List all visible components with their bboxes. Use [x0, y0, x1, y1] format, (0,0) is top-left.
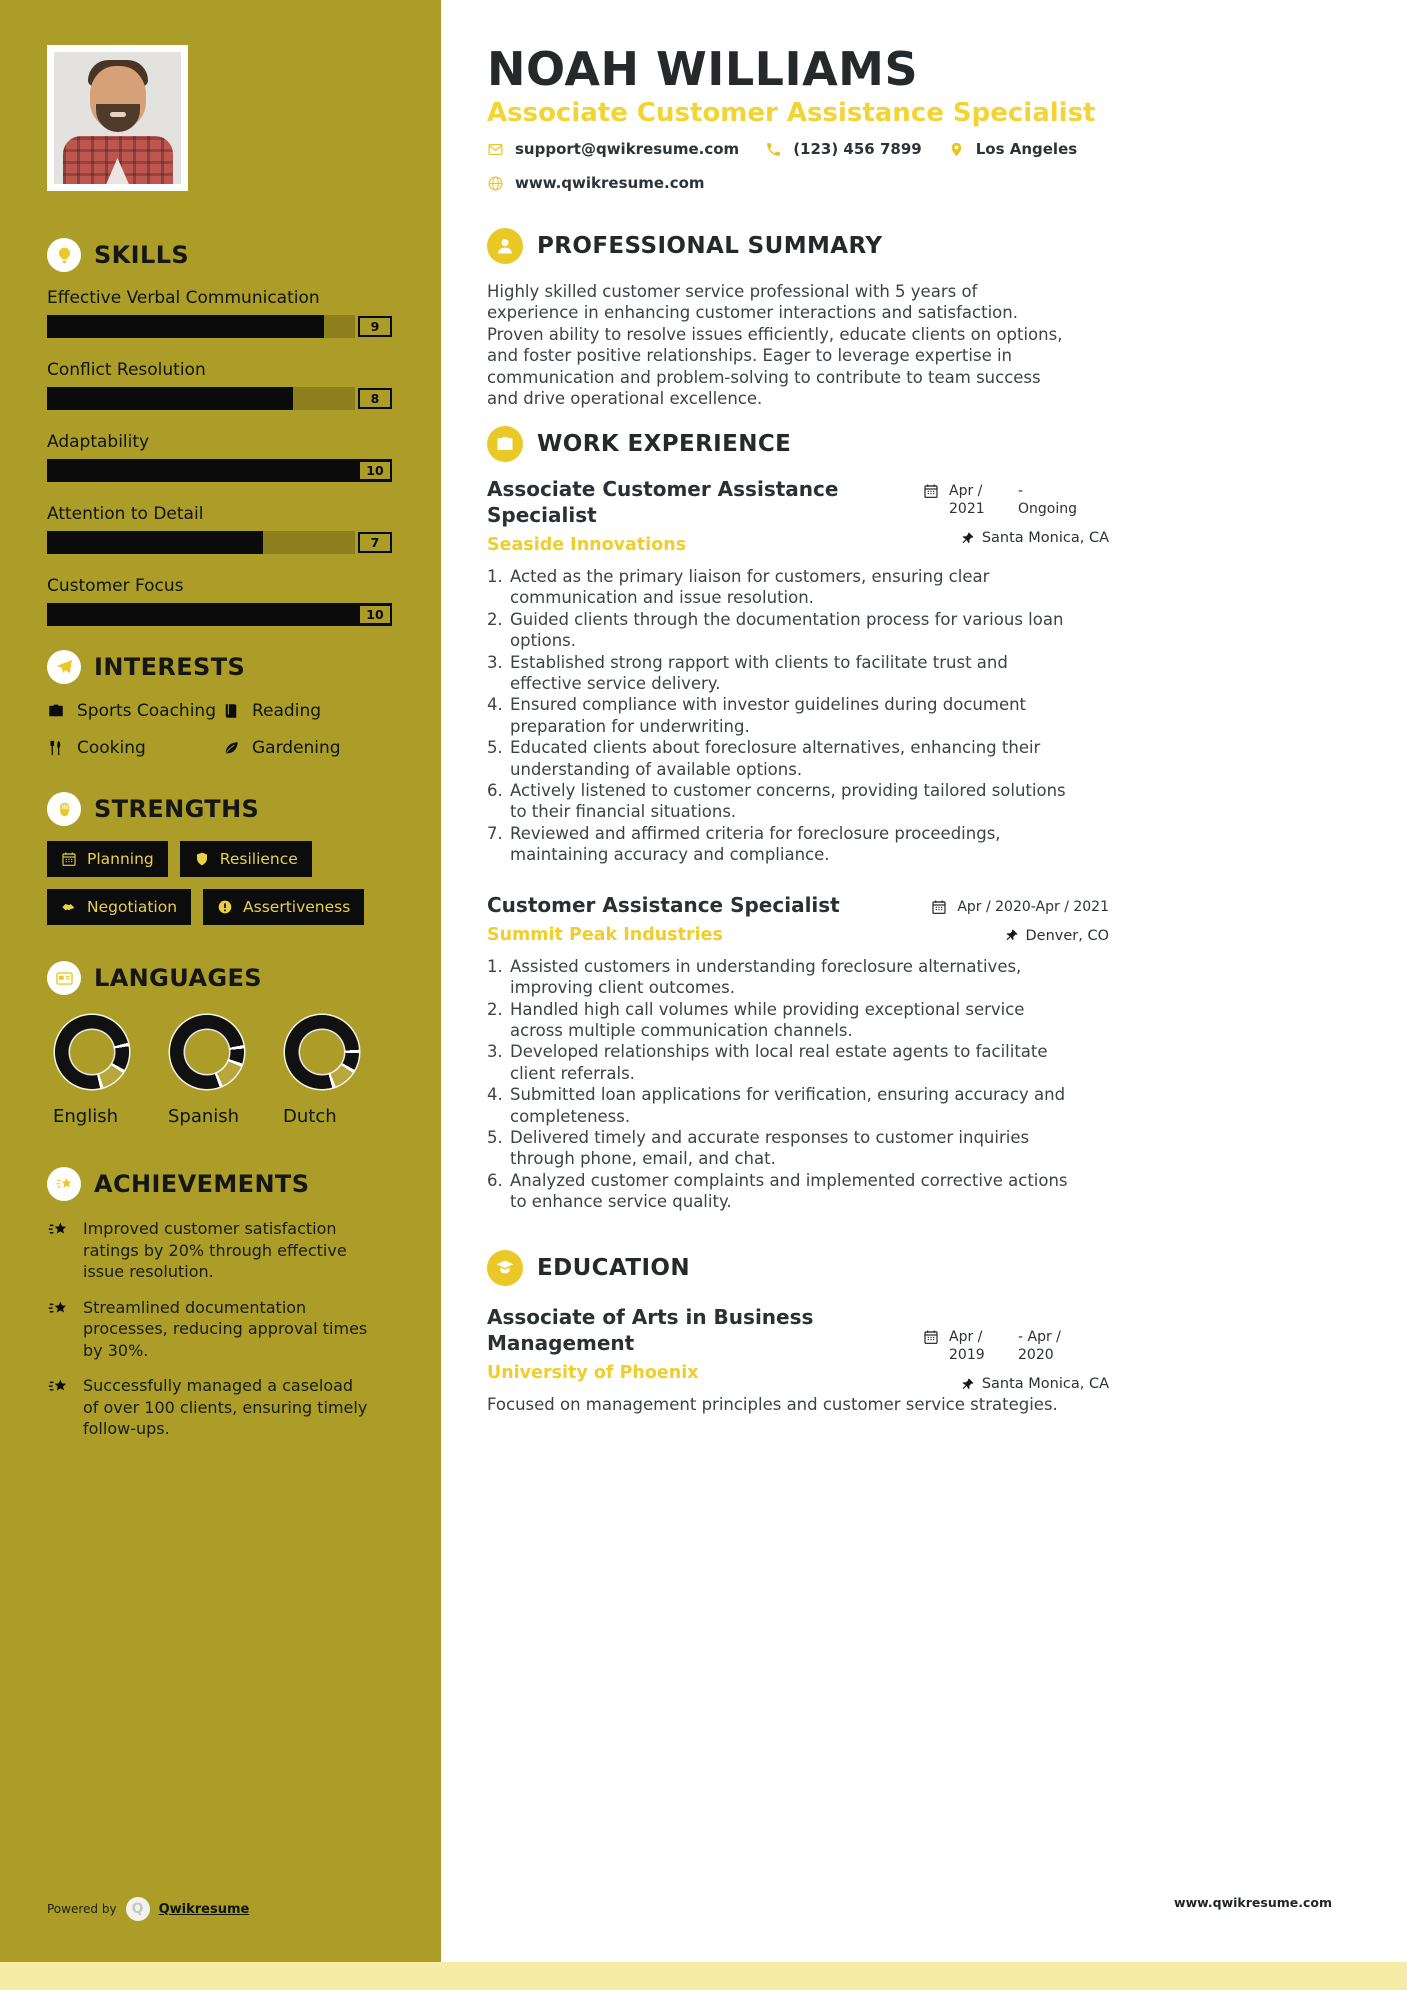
- skill-bar: [47, 315, 392, 338]
- job-title: Associate Customer Assistance Specialist: [487, 477, 839, 527]
- skill-bar-fill: [47, 603, 392, 626]
- shooting-star-icon: [47, 1376, 69, 1398]
- job-dates: [923, 898, 1109, 916]
- skill-bar-fill: [47, 459, 392, 482]
- interest-label: Sports Coaching: [77, 701, 216, 721]
- candidate-title: Associate Customer Assistance Specialist: [487, 98, 1096, 128]
- job-bullet: Delivered timely and accurate responses to customer inquiries through phone, email, and chat.: [510, 1127, 1030, 1169]
- education-section: [487, 1250, 1117, 1415]
- profile-photo-image: [54, 52, 181, 184]
- skills-section: [47, 238, 392, 626]
- job-bullet: Actively listened to customer concerns, providing tailored solutions to their financial situations.: [510, 781, 1066, 822]
- job-bullet: Acted as the primary liaison for customers, ensuring clear communication and issue resolution.: [510, 567, 990, 608]
- job-bullet: Established strong rapport with clients to facilitate trust and effective service delivery.: [510, 652, 1008, 694]
- achievements-section: [47, 1167, 392, 1440]
- job-entry: [487, 892, 1109, 1213]
- interests-list: [47, 700, 392, 760]
- job-date-part: Apr / 2021: [949, 483, 985, 517]
- strength-chip: [47, 889, 191, 925]
- graduate-icon: [487, 1250, 523, 1286]
- qwikresume-link[interactable]: Qwikresume: [158, 1901, 250, 1917]
- book-icon: [222, 702, 240, 720]
- achievements-heading: ACHIEVEMENTS: [94, 1170, 310, 1198]
- education-meta: [923, 1328, 1109, 1392]
- interest-item: [47, 700, 222, 723]
- education-location-text: Santa Monica, CA: [981, 1376, 1109, 1392]
- job-location-text: Santa Monica, CA: [981, 530, 1109, 546]
- job-meta: [923, 898, 1109, 944]
- skill-bar-fill: [47, 387, 293, 410]
- summary-text: Highly skilled customer service professional with 5 years of experience in enhancing customer interactions and satisfaction. Proven ability to resolve issues efficiently, educate clients on options, and foster positive relationships. Eager to leverage expertise in communication and problem-solving to contribute to team success and drive operational excellence.: [487, 282, 1063, 409]
- skill-item: [47, 504, 392, 554]
- phone-text: (123) 456 7899: [793, 140, 922, 158]
- skill-label: Attention to Detail: [47, 504, 204, 524]
- calendar-icon: [923, 483, 939, 499]
- paper-plane-icon: [47, 650, 81, 684]
- pushpin-icon: [960, 531, 975, 546]
- star-icon: [47, 1167, 81, 1201]
- education-entry: [487, 1304, 1109, 1415]
- job-bullets: [487, 956, 1079, 1213]
- experience-heading: WORK EXPERIENCE: [537, 431, 792, 457]
- qwikresume-logo-icon: Q: [126, 1897, 150, 1921]
- strengths-heading: STRENGTHS: [94, 795, 260, 823]
- excl-icon: [217, 899, 233, 915]
- achievement-text: Successfully managed a caseload of over 100 clients, ensuring timely follow-ups.: [83, 1376, 368, 1438]
- main-column: [441, 0, 1407, 1962]
- experience-section: [487, 426, 1117, 1239]
- language-item: [47, 1015, 162, 1127]
- achievement-item: [47, 1218, 392, 1283]
- lightbulb-icon: [47, 238, 81, 272]
- person-icon: [487, 228, 523, 264]
- strength-label: Resilience: [219, 850, 298, 868]
- job-location-text: Denver, CO: [1025, 927, 1109, 944]
- languages-list: [47, 1015, 392, 1127]
- jobs-list: [487, 476, 1117, 1213]
- email-contact[interactable]: [487, 140, 739, 158]
- job-bullet: Assisted customers in understanding foreclosure alternatives, improving client outcomes.: [510, 956, 1022, 998]
- interest-label: Cooking: [77, 738, 146, 758]
- skill-item: [47, 360, 392, 410]
- interest-item: [222, 700, 392, 723]
- strength-label: Negotiation: [87, 898, 178, 916]
- education-location: [923, 1376, 1109, 1392]
- language-label: English: [53, 1106, 118, 1127]
- skills-list: [47, 288, 392, 626]
- job-dates: [923, 482, 1109, 518]
- job-location: [923, 530, 1109, 546]
- skill-bar-fill: [47, 531, 263, 554]
- education-dates: [923, 1328, 1109, 1364]
- interest-label: Gardening: [252, 738, 341, 758]
- job-date-part: Apr / 2020-Apr / 2021: [957, 898, 1109, 915]
- email-text: support@qwikresume.com: [515, 140, 740, 158]
- envelope-icon: [487, 141, 504, 158]
- skill-bar: [47, 459, 392, 482]
- skill-value-badge: 7: [358, 532, 392, 553]
- strength-chip: [203, 889, 364, 925]
- job-entry: [487, 476, 1109, 866]
- skill-item: [47, 432, 392, 482]
- strengths-list: [47, 841, 397, 925]
- language-proficiency-donut: [285, 1015, 359, 1089]
- skill-label: Adaptability: [47, 432, 150, 452]
- calendar-icon: [931, 899, 947, 915]
- job-bullet: Handled high call volumes while providing exceptional service across multiple communication channels.: [510, 999, 1025, 1040]
- cal-icon: [61, 851, 77, 867]
- contact-row: [487, 140, 1077, 158]
- location-contact: [948, 140, 1077, 158]
- education-degree: Associate of Arts in Business Management: [487, 1305, 814, 1355]
- powered-by: [47, 1897, 249, 1921]
- globe-icon: [487, 175, 504, 192]
- pushpin-icon: [1004, 928, 1019, 943]
- languages-heading: LANGUAGES: [94, 964, 262, 992]
- achievements-list: [47, 1218, 392, 1440]
- job-company: Summit Peak Industries: [487, 924, 723, 945]
- job-bullet: Reviewed and affirmed criteria for foreclosure proceedings, maintaining accuracy and compliance.: [510, 823, 1001, 865]
- language-item: [277, 1015, 392, 1127]
- footer-website-link[interactable]: www.qwikresume.com: [1174, 1895, 1332, 1910]
- phone-icon: [765, 141, 782, 158]
- education-date-part: Apr / 2019: [949, 1329, 985, 1363]
- summary-heading: PROFESSIONAL SUMMARY: [537, 233, 883, 259]
- job-title: Customer Assistance Specialist: [487, 892, 840, 917]
- skill-item: [47, 576, 392, 626]
- strengths-section: [47, 792, 392, 925]
- case-icon: [47, 702, 65, 720]
- job-bullets: [487, 566, 1079, 866]
- interest-item: [222, 737, 392, 760]
- language-label: Spanish: [168, 1106, 240, 1127]
- achievement-text: Improved customer satisfaction ratings by 20% through effective issue resolution.: [83, 1219, 347, 1281]
- summary-section: [487, 228, 1117, 409]
- skills-heading: SKILLS: [94, 241, 190, 269]
- education-description: Focused on management principles and customer service strategies.: [487, 1395, 1058, 1414]
- bottom-strip: [0, 1962, 1407, 1990]
- skill-item: [47, 288, 392, 338]
- skill-value-badge: 8: [358, 388, 392, 409]
- skill-label: Conflict Resolution: [47, 360, 206, 380]
- strength-label: Assertiveness: [243, 898, 351, 916]
- fist-icon: [47, 792, 81, 826]
- handshake-icon: [61, 899, 77, 915]
- job-meta: [923, 482, 1109, 546]
- skill-value-badge: 9: [358, 316, 392, 337]
- strength-chip: [180, 841, 312, 877]
- website-text: www.qwikresume.com: [515, 174, 705, 192]
- profile-photo: [47, 45, 188, 191]
- education-date-part: - Apr / 2020: [1018, 1329, 1061, 1363]
- skill-label: Customer Focus: [47, 576, 184, 596]
- job-location: [923, 928, 1109, 944]
- interests-heading: INTERESTS: [94, 653, 246, 681]
- achievement-item: [47, 1297, 392, 1362]
- website-row: [487, 174, 705, 192]
- strength-chip: [47, 841, 168, 877]
- education-school: University of Phoenix: [487, 1363, 699, 1383]
- shooting-star-icon: [47, 1219, 69, 1241]
- powered-by-label: Powered by: [47, 1902, 117, 1916]
- pushpin-icon: [960, 1377, 975, 1392]
- achievement-text: Streamlined documentation processes, reducing approval times by 30%.: [83, 1297, 368, 1360]
- strength-label: Planning: [87, 850, 154, 868]
- job-bullet: Ensured compliance with investor guidelines during document preparation for underwriting.: [510, 695, 1027, 736]
- job-bullet: Analyzed customer complaints and implemented corrective actions to enhance service quality.: [510, 1170, 1068, 1212]
- skill-bar-fill: [47, 315, 324, 338]
- languages-section: [47, 961, 392, 1127]
- skill-bar: [47, 603, 392, 626]
- job-bullet: Guided clients through the documentation process for various loan options.: [510, 609, 1064, 651]
- utensils-icon: [47, 739, 65, 757]
- interest-label: Reading: [252, 701, 322, 721]
- skill-label: Effective Verbal Communication: [47, 288, 320, 308]
- language-card-icon: [47, 961, 81, 995]
- skill-bar: [47, 387, 392, 410]
- job-bullet: Educated clients about foreclosure alternatives, enhancing their understanding of available options.: [510, 738, 1041, 779]
- job-bullet: Submitted loan applications for verification, ensuring accuracy and completeness.: [510, 1085, 1066, 1126]
- shooting-star-icon: [47, 1298, 69, 1320]
- interests-section: [47, 650, 392, 760]
- sidebar: [0, 0, 441, 1962]
- skill-value-badge: 10: [358, 460, 392, 481]
- website-contact[interactable]: [487, 174, 705, 192]
- language-label: Dutch: [283, 1106, 337, 1127]
- briefcase-icon: [487, 426, 523, 462]
- shield-icon: [194, 851, 210, 867]
- calendar-icon: [923, 1329, 939, 1345]
- location-pin-icon: [948, 141, 965, 158]
- skill-bar: [47, 531, 392, 554]
- language-proficiency-donut: [170, 1015, 244, 1089]
- achievement-item: [47, 1375, 392, 1440]
- city-text: Los Angeles: [975, 140, 1078, 158]
- language-proficiency-donut: [55, 1015, 129, 1089]
- job-company: Seaside Innovations: [487, 535, 687, 555]
- language-item: [162, 1015, 277, 1127]
- leaf-icon: [222, 739, 240, 757]
- skill-value-badge: 10: [358, 604, 392, 625]
- job-date-part: - Ongoing: [1018, 483, 1077, 517]
- job-bullet: Developed relationships with local real estate agents to facilitate client referrals.: [510, 1042, 1048, 1083]
- phone-contact[interactable]: [765, 140, 922, 158]
- interest-item: [47, 737, 222, 760]
- candidate-name: NOAH WILLIAMS: [487, 42, 919, 96]
- education-heading: EDUCATION: [537, 1255, 691, 1281]
